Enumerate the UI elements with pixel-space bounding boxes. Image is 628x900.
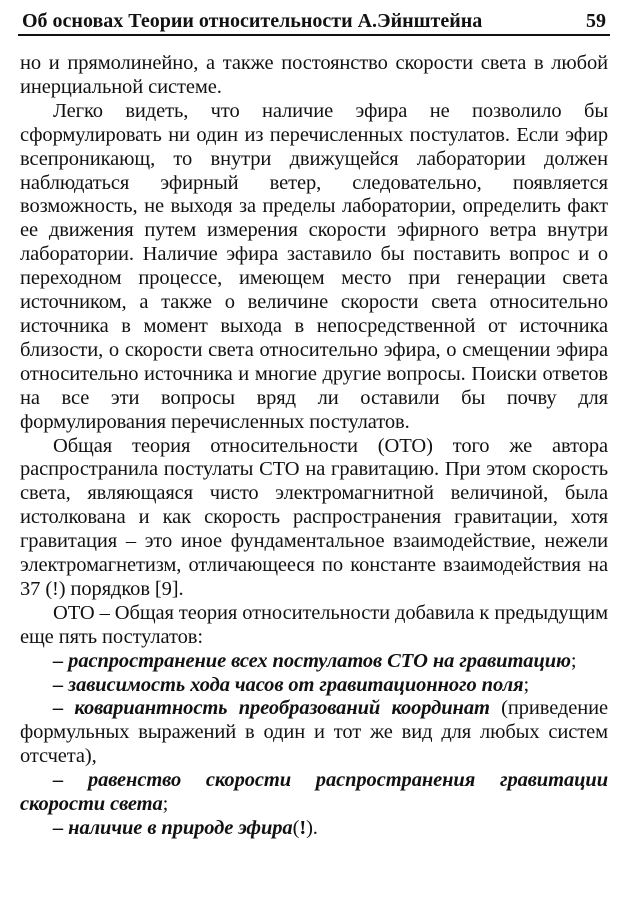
postulate-paren-close: ). [306,817,318,839]
postulate-item [20,674,608,698]
header-title: Об основах Теории относительности А.Эйнштейна [22,10,483,32]
paragraph: но и прямолинейно, а также постоянство скорости света в любой инерциальной системе. [20,52,608,98]
paragraph: Общая теория относительности (ОТО) того же автора распространила постулаты СТО на гравитацию. При этом скорость света, являющаяся чисто электромагнитной величиной, была истолкована и как скорость распространения гравитации, хотя гравитация – это иное фундаментальное взаимодействие, нежели электромагнетизм, отличающееся по константе взаимодействия на 37 (!) порядков [9]. [20,434,608,600]
postulate-suffix: ; [523,673,530,696]
paragraph: Легко видеть, что наличие эфира не позволило бы сформулировать ни один из перечисленных постулатов. Если эфир всепроникающ, то внутри движущейся лаборатории должен наблюдаться эфирный ветер, следовательно, появляется возможность, не выходя за пределы лаборатории, определить факт ее движения путем измерения скорости эфирного ветра внутри лаборатории. Наличие эфира заставило бы поставить вопрос и о переходном процессе, имеющем место при генерации света источником, а также о величине скорости света относительно источника в момент выхода в непосредственной от источника близости, о скорости света относительно эфира, о смещении эфира относительно источника и многие другие вопросы. Поиски ответов на все эти вопросы вряд ли оставили бы почву для формулирования перечисленных постулатов. [20,99,608,433]
postulate-suffix: ; [570,649,577,672]
postulate-text: – наличие в природе эфира [53,817,293,839]
postulate-item [20,817,608,841]
postulate-text: – ковариантность преобразований координат [53,697,490,720]
body-text [20,52,608,841]
postulate-suffix: ; [162,793,169,816]
postulate-text: – распространение всех постулатов СТО на гравитацию [53,649,571,672]
postulate-paren-open: ( [292,817,300,839]
postulate-item [20,650,608,674]
postulate-text: – равенство скорости распространения гравитации скорости света [20,769,608,816]
postulate-item [20,769,608,817]
postulate-text: – зависимость хода часов от гравитационного поля [53,673,524,696]
exclamation-mark: ! [299,817,307,839]
postulate-suffix: (приведение формульных выражений в один и тот же вид для любых систем отсчета), [20,697,608,768]
running-header [18,6,610,36]
paragraph: ОТО – Общая теория относительности добавила к предыдущим еще пять постулатов: [20,601,608,648]
postulate-item [20,697,608,769]
page-number: 59 [586,10,606,32]
